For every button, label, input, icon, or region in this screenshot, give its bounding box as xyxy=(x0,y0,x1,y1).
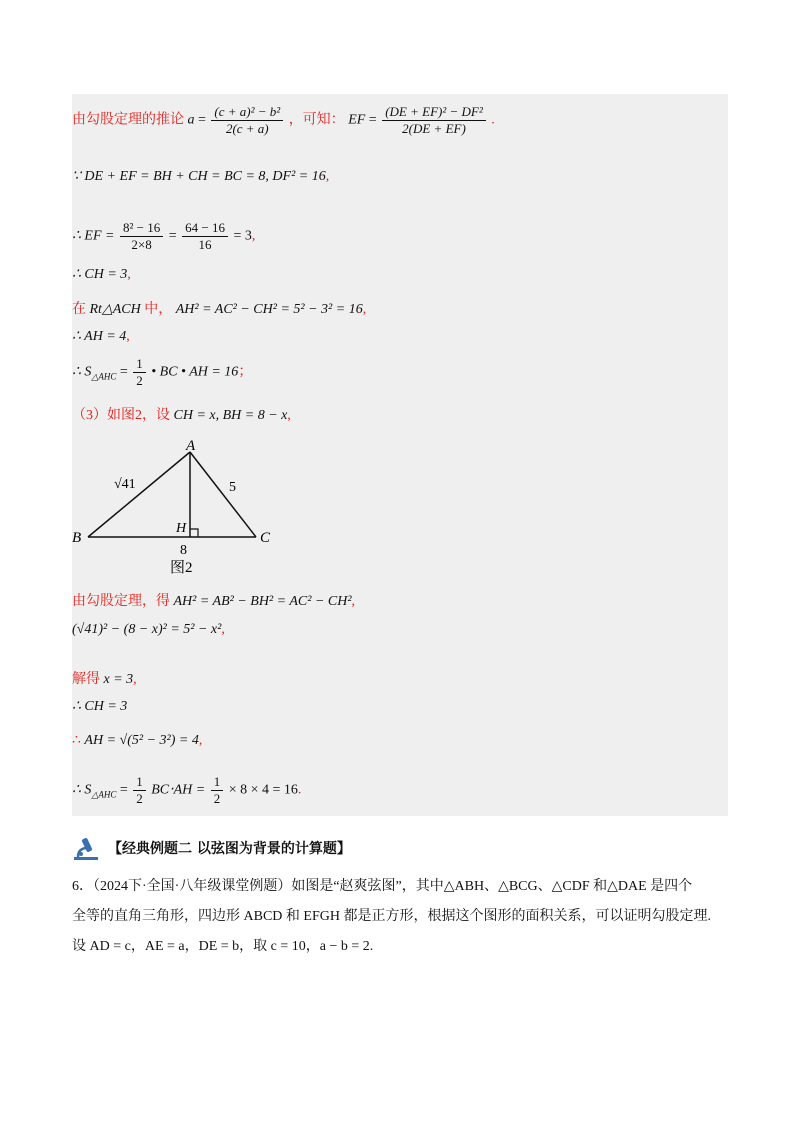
side-label-bc: 8 xyxy=(180,543,187,558)
solution-line-1: 由勾股定理的推论 a = $\frac{\text{(c + a)² − b²}}{2(c + a)}$ ，可知： EF = $\frac{\text{(DE + EF)² − DF²}}{2(DE + EF)}$ . xyxy=(72,104,495,136)
solution-line-4: ∴ CH = 3, xyxy=(72,267,131,282)
solution-panel xyxy=(72,94,728,816)
text: 由勾股定理的推论 xyxy=(72,112,184,128)
fraction: $\frac{\text{8² − 16}}{2\times 8}$ xyxy=(120,220,163,253)
solution-line-5: 在 Rt△ACH 中， AH² = AC² − CH² = 5² − 3² = 16, xyxy=(72,302,367,317)
fraction: $\frac{64 - 16}{16}$ xyxy=(182,220,228,253)
fraction: $\frac{1}{2}$ xyxy=(133,774,146,807)
problem-text-line-2: 全等的直角三角形，四边形 ABCD 和 EFGH 都是正方形，根据这个图形的面积关系，可以证明勾股定理. xyxy=(72,909,711,924)
fraction: $\frac{1}{2}$ xyxy=(211,774,224,807)
vertex-label-c: C xyxy=(260,530,271,546)
microscope-icon xyxy=(72,835,102,861)
section-header xyxy=(72,834,351,862)
math: a xyxy=(187,112,195,128)
solution-line-7: ∴ $S_{\triangle AHC}$ = $\frac{1}{2}$ • BC • AH = 16； xyxy=(72,356,253,388)
solution-line-12: ∴ CH = 3 xyxy=(72,699,128,714)
solution-line-9: 由勾股定理，得 AH² = AB² − BH² = AC² − CH², xyxy=(72,594,356,609)
solution-line-10: (√41)² − (8 − x)² = 5² − x², xyxy=(72,622,225,637)
fraction: $\frac{\text{(DE + EF)² − DF²}}{2(DE + EF)}$ xyxy=(382,104,486,137)
section-title: 【经典例题二 以弦图为背景的计算题】 xyxy=(108,841,351,857)
solution-line-13: ∴ AH = √(5² − 3²) = 4, xyxy=(72,733,203,748)
solution-line-8: （3）如图2，设 CH = x, BH = 8 − x, xyxy=(72,408,291,423)
problem-text-line-3: 设 AD = c，AE = a，DE = b，取 c = 10，a − b = 2. xyxy=(72,939,374,954)
right-angle-mark xyxy=(190,529,198,537)
solution-line-2: ∵ DE + EF = BH + CH = BC = 8, DF² = 16, xyxy=(72,169,330,184)
solution-line-11: 解得 x = 3, xyxy=(72,672,137,687)
problem-text-line-1: 6．（2024下·全国·八年级课堂例题）如图是“赵爽弦图”，其中△ABH、△BCG、△CDF 和△DAE 是四个 xyxy=(72,879,693,894)
vertex-label-b: B xyxy=(72,530,82,546)
solution-line-14: ∴ $S_{\triangle AHC}$ = $\frac{1}{2}$ BC⋅AH = $\frac{1}{2}$ × 8 × 4 = 16. xyxy=(72,774,302,806)
vertex-label-a: A xyxy=(186,440,196,454)
text: ，可知： xyxy=(288,112,345,128)
side-label-ac: 5 xyxy=(229,480,236,495)
fraction: $\frac{1}{2}$ xyxy=(133,356,146,389)
problem-6 xyxy=(72,872,732,962)
triangle-figure xyxy=(72,440,292,580)
solution-line-6: ∴ AH = 4, xyxy=(72,329,130,344)
side-label-ab: √41 xyxy=(114,477,136,492)
solution-line-3: ∴ EF = $\frac{\text{8² − 16}}{2\times 8}$ = $\frac{64 - 16}{16}$ = 3, xyxy=(72,220,256,252)
figure-caption: 图2 xyxy=(170,560,193,576)
fraction: $\frac{\text{(c + a)² − b²}}{2(c + a)}$ xyxy=(211,104,283,137)
side-ac xyxy=(190,452,256,537)
side-ab xyxy=(88,452,190,537)
foot-label-h: H xyxy=(176,521,187,536)
